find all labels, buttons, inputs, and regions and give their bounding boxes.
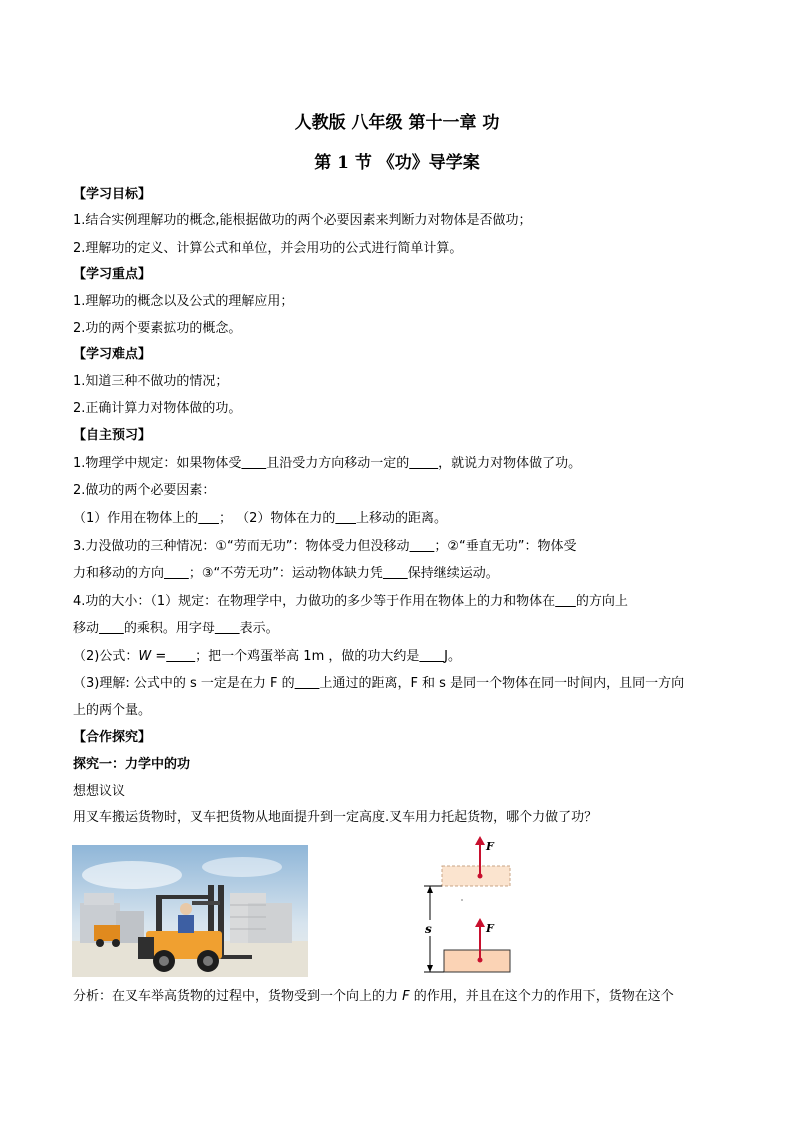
fill-blank[interactable] (166, 649, 195, 664)
document-title: 人教版 八年级 第十一章 功 (294, 113, 500, 133)
analysis-text: 分析：在叉车举高货物的过程中，货物受到一个向上的力 F 的作用，并且在这个力的作用下，货物在这个 (73, 989, 674, 1004)
section-preview-heading: 【自主预习】 (73, 428, 152, 443)
preview-item-1: 1.物理学中规定：如果物体受 且沿受力方向移动一定的 ，就说力对物体做了功。 (73, 456, 582, 471)
forklift-photo (72, 845, 308, 977)
key-1: 1.理解功的概念以及公式的理解应用； (73, 294, 294, 309)
preview-item-2: 2.做功的两个必要因素： (73, 483, 216, 498)
fill-blank[interactable] (99, 621, 124, 636)
force-distance-diagram (412, 834, 522, 976)
key-2: 2.功的两个要素拡功的概念。 (73, 321, 242, 336)
preview-item-3-cont: 力和移动的方向 ；③“不劳无功”：运动物体缺力凭 保持继续运动。 (73, 566, 499, 581)
fill-blank[interactable] (198, 511, 219, 526)
fill-blank[interactable] (295, 676, 320, 691)
preview-item-4-cont: 移动 的乘积。用字母 表示。 (73, 621, 279, 636)
section-key-heading: 【学习重点】 (73, 267, 152, 282)
preview-item-4-formula: （2)公式：W = ；把一个鸡蛋举高 1m ，做的功大约是 J。 (73, 649, 462, 664)
difficulty-2: 2.正确计算力对物体做的功。 (73, 401, 242, 416)
fill-blank[interactable] (335, 511, 356, 526)
document-subtitle: 第 1 节 《功》导学案 (314, 153, 480, 173)
think-discuss-label: 想想议议 (73, 784, 126, 799)
preview-item-4-understanding: （3)理解: 公式中的 s 一定是在力 F 的 上通过的距离，F 和 s 是同一个物体在同一时间内，且同一方向 (73, 676, 685, 691)
fill-blank[interactable] (409, 456, 438, 471)
section-difficulty-heading: 【学习难点】 (73, 347, 152, 362)
fill-blank[interactable] (164, 566, 189, 581)
fill-blank[interactable] (410, 539, 435, 554)
fill-blank[interactable] (215, 621, 240, 636)
label-f-bottom: F (486, 922, 494, 935)
preview-item-2-factors: （1）作用在物体上的 ； （2）物体在力的 上移动的距离。 (73, 511, 448, 526)
preview-item-4: 4.功的大小：（1）规定：在物理学中，力做功的多少等于作用在物体上的力和物体在 的方向上 (73, 594, 628, 609)
section-goals-heading: 【学习目标】 (73, 187, 152, 202)
label-f-top: F (486, 840, 494, 853)
difficulty-1: 1.知道三种不做功的情况； (73, 374, 229, 389)
fill-blank[interactable] (419, 649, 444, 664)
explore-1-heading: 探究一：力学中的功 (73, 757, 191, 772)
section-cooperation-heading: 【合作探究】 (73, 730, 152, 745)
preview-item-3: 3.力没做功的三种情况：①“劳而无功”：物体受力但没移动 ；②“垂直无功”：物体受 (73, 539, 577, 554)
label-s: s (425, 922, 432, 936)
goal-1: 1.结合实例理解功的概念,能根据做功的两个必要因素来判断力对物体是否做功； (73, 213, 532, 228)
fill-blank[interactable] (383, 566, 408, 581)
preview-item-4-understanding-cont: 上的两个量。 (73, 703, 152, 718)
fill-blank[interactable] (555, 594, 576, 609)
question-forklift: 用叉车搬运货物时，叉车把货物从地面提升到一定高度.叉车用力托起货物，哪个力做了功？ (73, 810, 598, 825)
goal-2: 2.理解功的定义、计算公式和单位，并会用功的公式进行简单计算。 (73, 241, 463, 256)
fill-blank[interactable] (241, 456, 266, 471)
